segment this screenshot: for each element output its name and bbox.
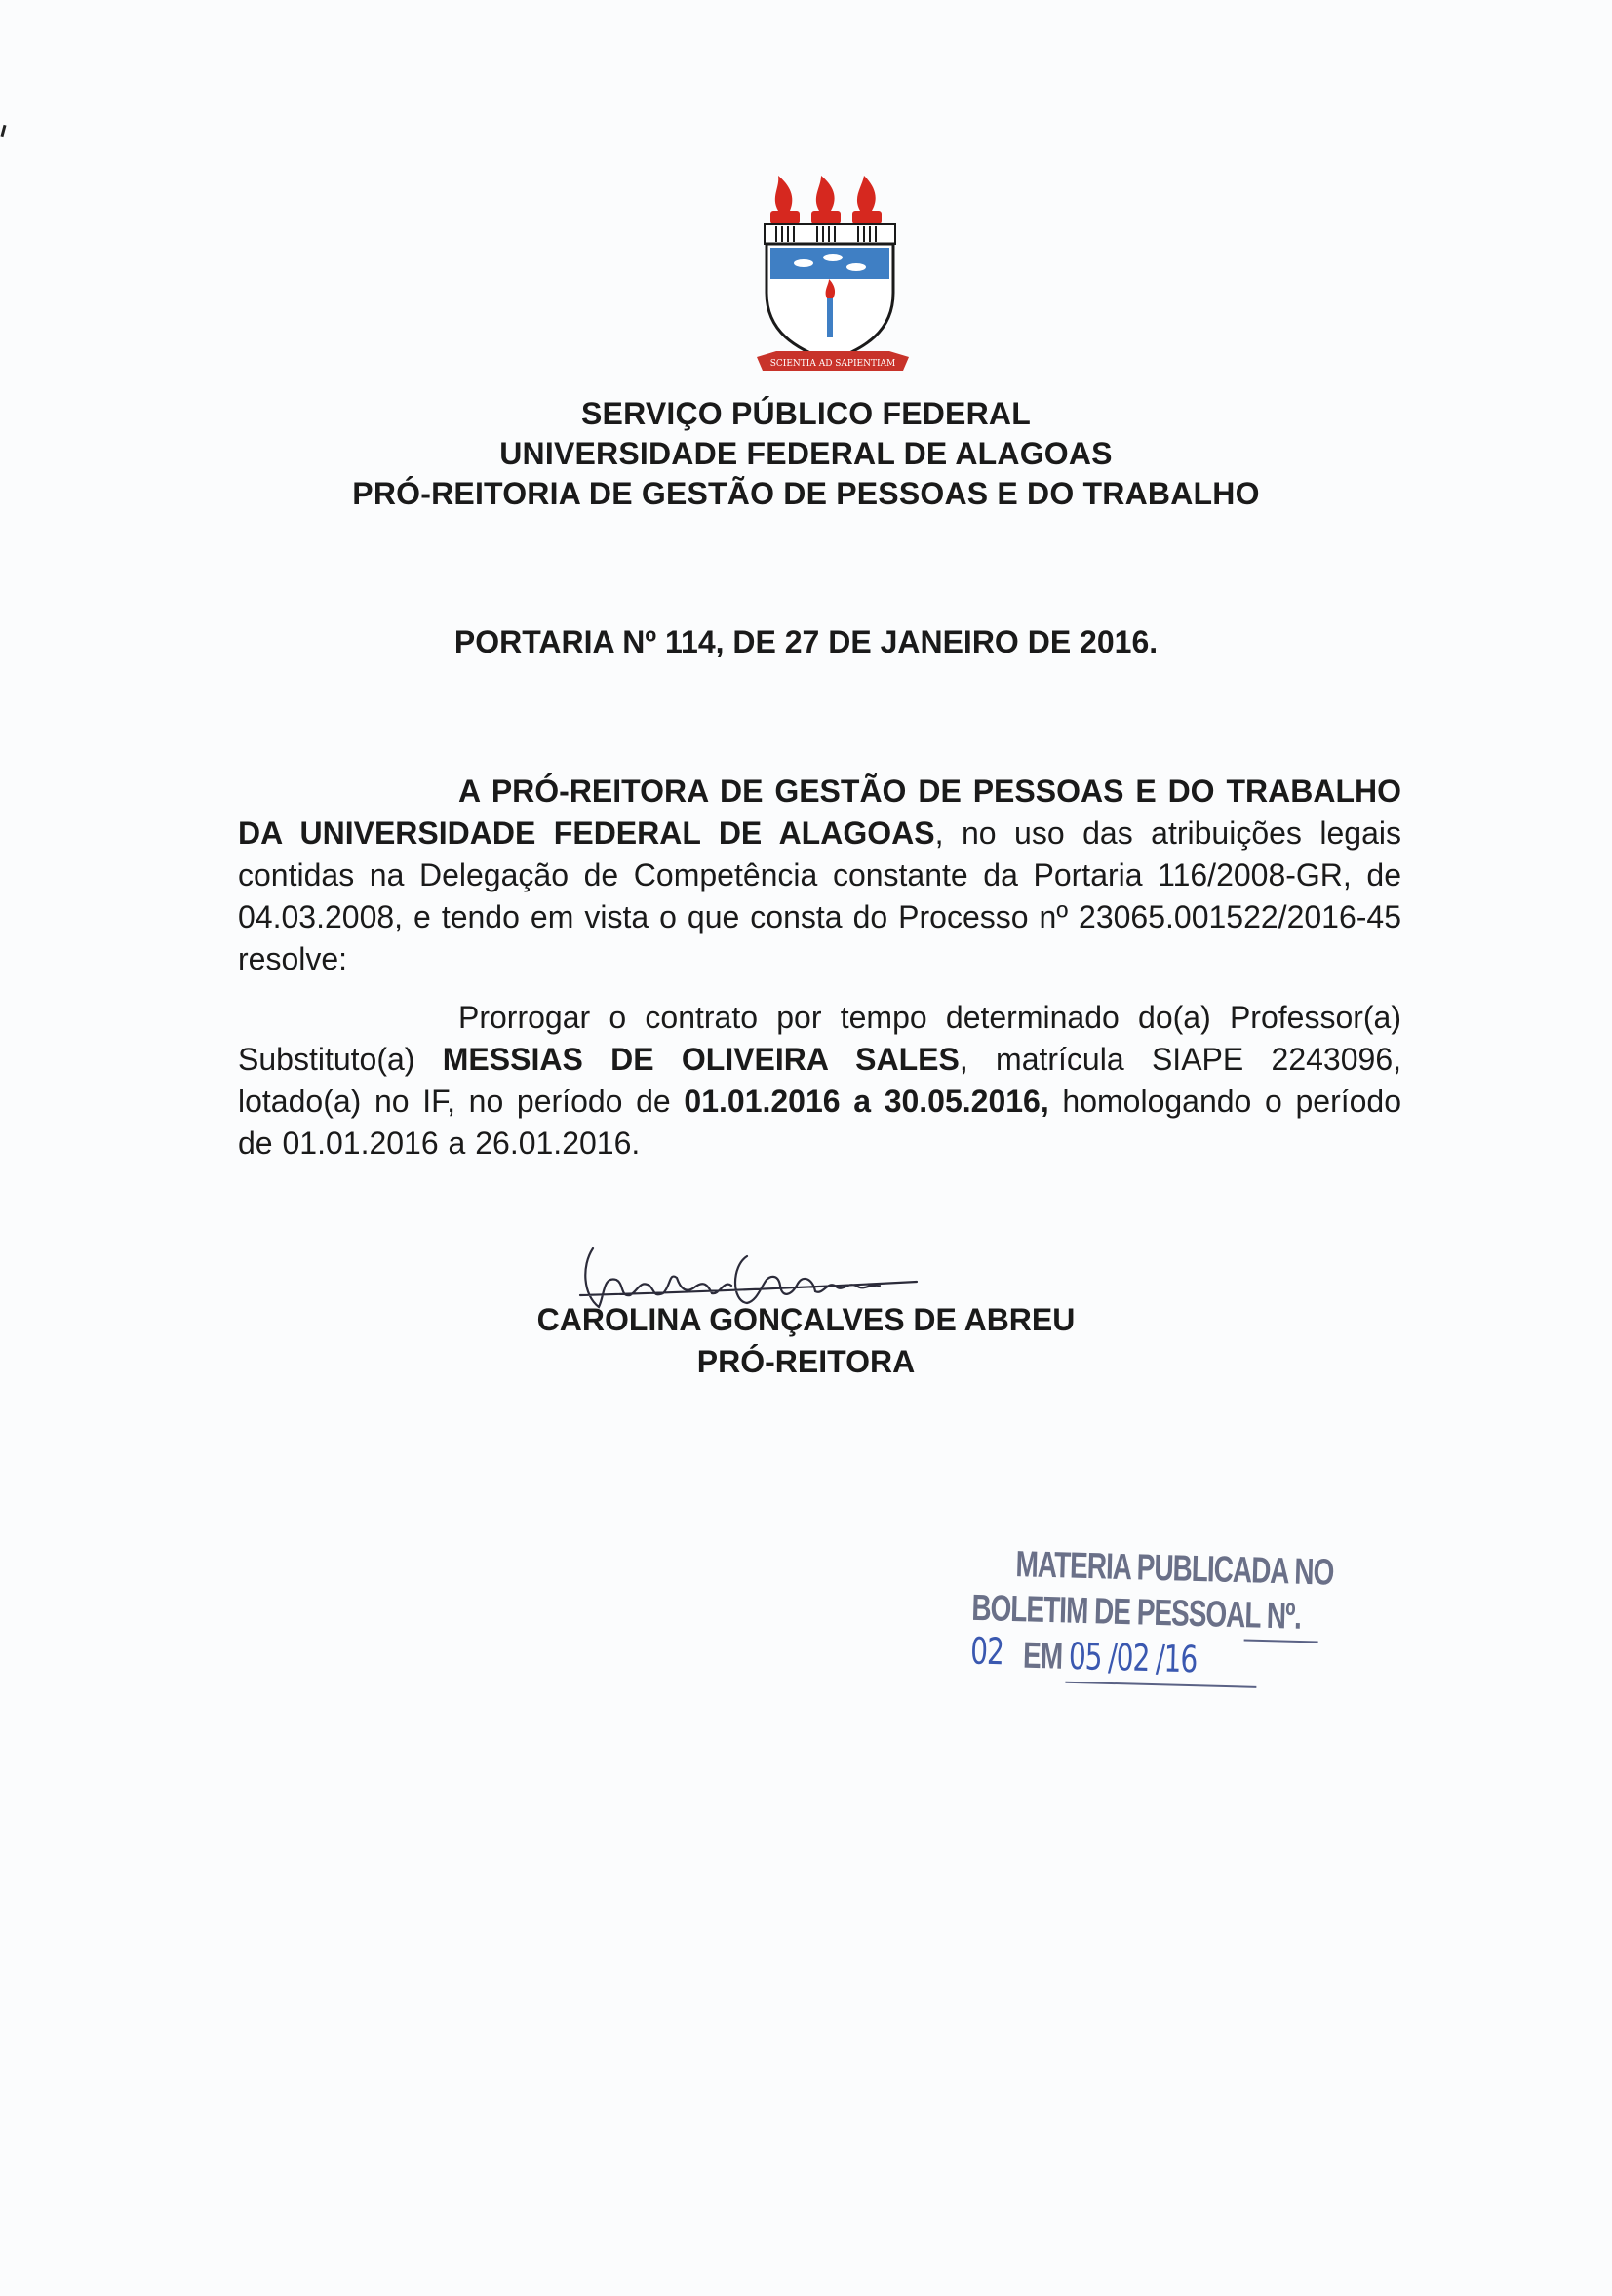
resolution-text-1: Prorrogar o contrato por tempo determinado do(a) Professor(a) Substituto(a): [238, 1000, 1401, 1077]
signatory-role: PRÓ-REITORA: [696, 1344, 916, 1379]
scan-mark: [0, 125, 6, 137]
stamp-boletim-number: 02: [969, 1629, 1004, 1674]
stamp-em-label: EM: [1022, 1634, 1063, 1677]
ufal-crest-logo: [757, 176, 909, 378]
stamp-day: 05: [1068, 1634, 1103, 1680]
contract-period: 01.01.2016 a 30.05.2016,: [684, 1084, 1049, 1119]
stamp-month: 02: [1116, 1636, 1150, 1681]
stamp-boletim-label: BOLETIM DE PESSOAL Nº.: [970, 1587, 1302, 1637]
stamp-year: 16: [1163, 1637, 1198, 1682]
signatory-block: [0, 1299, 1612, 1383]
stamp-line-1: MATERIA PUBLICADA NO: [1015, 1543, 1334, 1593]
torch-flames-icon: [775, 176, 876, 211]
preamble-bold: A PRÓ-REITORA DE GESTÃO DE PESSOAS E DO TRABALHO DA UNIVERSIDADE FEDERAL DE ALAGOAS: [238, 773, 1401, 851]
resolution-text-3: homologando o período de 01.01.2016 a 26.01.2016.: [238, 1084, 1402, 1161]
stamp-line-3: EM 05 /02 /16: [1022, 1634, 1198, 1682]
employee-name: MESSIAS DE OLIVEIRA SALES: [442, 1042, 960, 1077]
paragraph-resolution: [238, 997, 1401, 1165]
paragraph-preamble: [238, 771, 1401, 980]
header-line-3: PRÓ-REITORIA DE GESTÃO DE PESSOAS E DO TRABALHO: [352, 476, 1260, 511]
portaria-title: PORTARIA Nº 114, DE 27 DE JANEIRO DE 2016.: [453, 624, 1159, 659]
document-header: [0, 394, 1612, 514]
preamble-text: , no uso das atribuições legais contidas na Delegação de Competência constante da Portaria 116/2008-GR, de 04.03.2008, e tendo em vista o que consta do Processo nº 23065.001522/2016-45 resolve:: [238, 815, 1402, 976]
publication-stamp: [963, 1542, 1338, 1708]
signatory-name: CAROLINA GONÇALVES DE ABREU: [536, 1302, 1076, 1337]
resolution-text-2: , matrícula SIAPE 2243096, lotado(a) no IF, no período de: [238, 1042, 1402, 1119]
header-line-1: SERVIÇO PÚBLICO FEDERAL: [581, 396, 1031, 431]
header-line-2: UNIVERSIDADE FEDERAL DE ALAGOAS: [499, 436, 1113, 471]
crest-motto: SCIENTIA AD SAPIENTIAM: [769, 359, 896, 369]
